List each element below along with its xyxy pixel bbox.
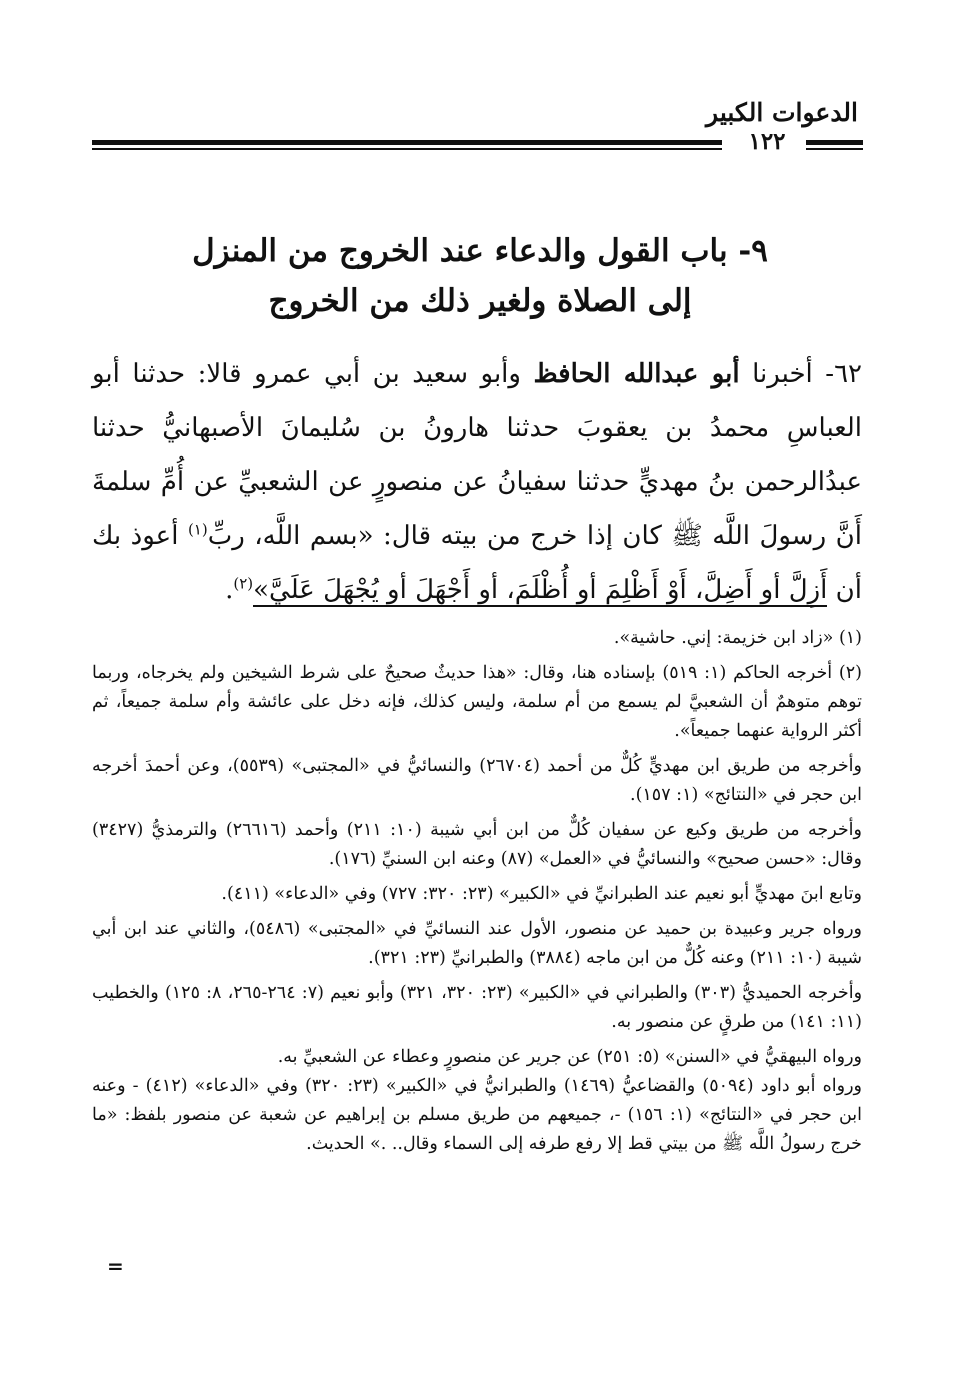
hadith-part-2: وأبو سعيد بن أبي عمرو قالا: حدثنا أبو العباسِ محمدُ بن يعقوبَ حدثنا هارونُ بن سُليمانَ الأصبهانيُّ حدثنا عبدُالرحمن بنُ مهديٍّ حدثنا سفيانُ عن منصورٍ عن الشعبيِّ عن أُمِّ سلمةَ أَنَّ رسولَ اللَّه ﷺ كان إذا خرج من بيته قال: «بسم اللَّه، ربِّ [92,359,862,551]
narrator-name: أبو عبدالله الحافظ [533,359,740,389]
footnote-2-para-3: وأخرجه من طريق وكيع عن سفيان كُلٌّ من ابن أبي شيبة (١٠: ٢١١) وأحمد (٢٦٦١٦) والترمذيُّ (٣٤٢٧) وقال: «حسن صحيح» والنسائيُّ في «العمل» (٨٧) وعنه ابن السنيِّ (١٧٦). [92,820,862,869]
footnote-ref-1: (١) [187,520,208,539]
header-rule-right [806,140,863,150]
header-rule-left [92,140,722,150]
chapter-title-line-1: ٩- باب القول والدعاء عند الخروج من المنزل [192,233,768,269]
chapter-title-line-2: إلى الصلاة ولغير ذلك من الخروج [268,283,692,319]
footnote-2: (٢) أخرجه الحاكم (١: ٥١٩) بإسناده هنا، وقال: «هذا حديثٌ صحيحٌ على شرط الشيخين ولم يخرجاه، وربما توهم متوهمٌ أن الشعبيَّ لم يسمع من أم سلمة، وليس كذلك، فإنه دخل على عائشة وأم سلمة جميعاً، ثم أكثر الرواية عنهما جميعاً». [92,663,862,741]
footnote-2-para-4: وتابع ابنَ مهديٍّ أبو نعيم عند الطبرانيِّ في «الكبير» (٢٣: ٣٢٠: ٧٢٧) وفي «الدعاء» (٤١١). [221,884,862,904]
footnote-2-para-6: وأخرجه الحميديُّ (٣٠٣) والطبراني في «الكبير» (٢٣: ٣٢٠، ٣٢١) وأبو نعيم (٧: ٢٦٤-٢٦٥، ٨: ١٢٥) والخطيب (١١: ١٤١) من طرقٍ عن منصور به. [92,983,863,1032]
chapter-title [120,226,840,326]
footnote-ref-2: (٢) [233,574,254,593]
footnote-2-para-8: ورواه أبو داود (٥٠٩٤) والقضاعيُّ (١٤٦٩) والطبرانيُّ في «الكبير» (٢٣: ٣٢٠) وفي «الدعاء» (٤١٢) - وعنه ابن حجر في «النتائج» (١: ١٥٦) -، جميعهم من طريق مسلم بن إبراهيم عن شعبة عن منصور بلفظ: «ما خرج رسولُ اللَّه ﷺ من بيتي قط إلا رفع طرفه إلى السماء وقال.. .» الحديث. [92,1076,862,1154]
running-head: الدعوات الكبير [706,98,858,127]
footnote-2-para-5: ورواه جرير وعبيدة بن حميد عن منصور، الأول عند النسائيِّ في «المجتبى» (٥٤٨٦)، والثاني عند ابن أبي شيبة (١٠: ٢١١) وعنه كُلٌّ من ابن ماجه (٣٨٨٤) والطبرانيِّ (٢٣: ٣٢١). [92,919,862,968]
hadith-part-4: . [225,575,234,605]
footnote-2-para-7: ورواه البيهقيُّ في «السنن» (٥: ٢٥١) عن جرير عن منصورٍ وعطاء عن الشعبيِّ به. [277,1047,862,1067]
hadith-text [92,347,862,617]
continuation-mark: = [107,1254,124,1278]
hadith-part-3: أعوذ بك أن [92,521,862,605]
footnote-2-para-2: وأخرجه من طريق ابن مهديٍّ كُلٌّ من أحمد (٢٦٧٠٤) والنسائيُّ في «المجتبى» (٥٥٣٩)، وعن أحمدَ أخرجه ابن حجر في «النتائج» (١: ١٥٧). [92,756,863,805]
footnotes [92,624,862,1159]
hadith-underlined-text: أَزِلَّ أو أَضِلَّ، أَوْ أَظْلِمَ أو أُظْلَمَ، أو أَجْهَلَ أو يُجْهَلَ عَلَيَّ» [253,575,828,605]
footnote-1: (١) «زاد ابن خزيمة: إني. حاشية». [613,628,862,648]
hadith-part-1: ٦٢- أخبرنا [739,359,863,389]
page-number: ١٢٢ [748,128,786,155]
